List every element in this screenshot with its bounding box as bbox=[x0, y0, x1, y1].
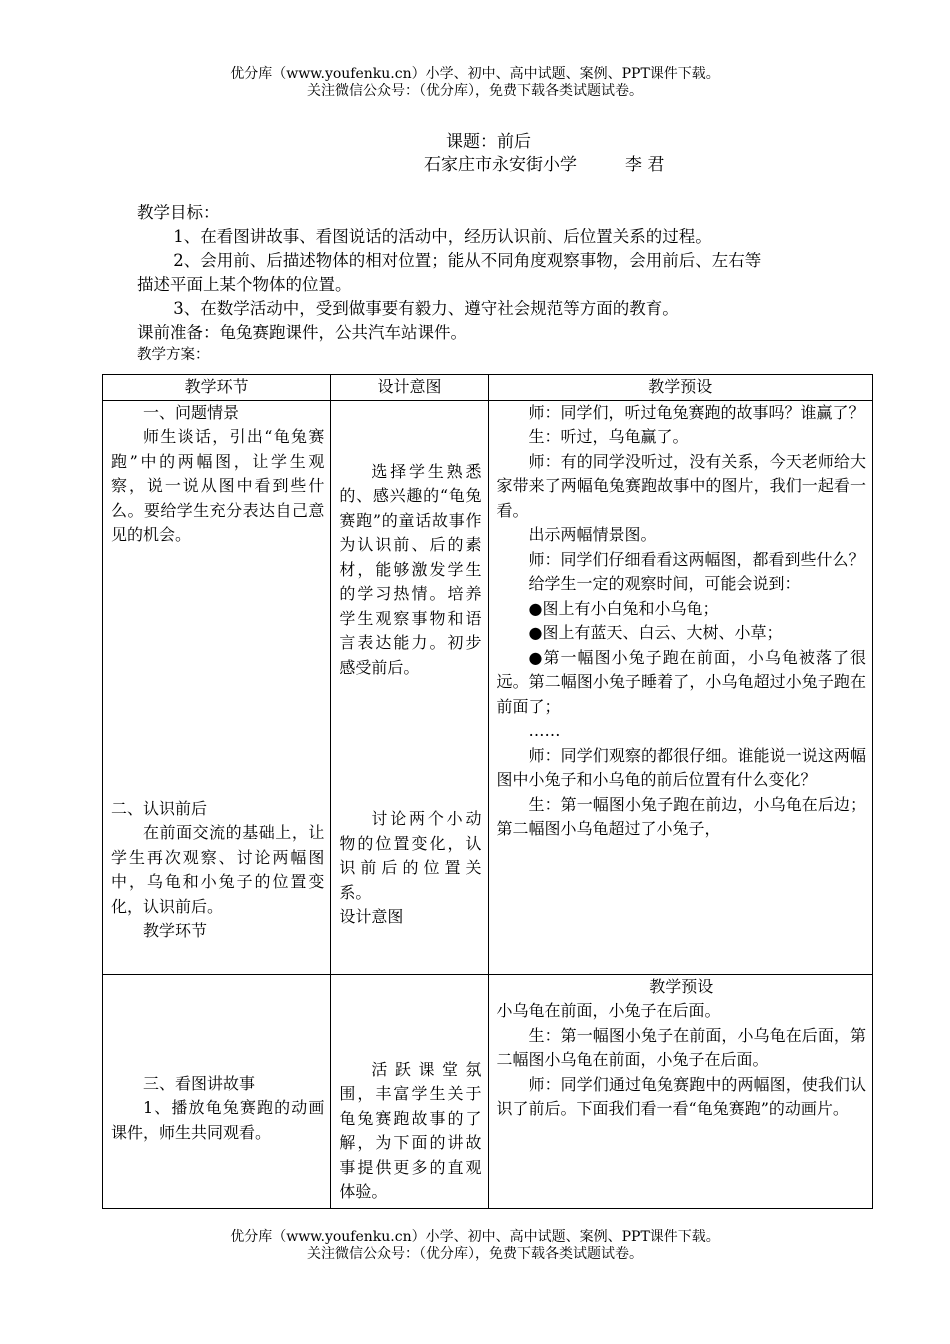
show-images-line: 出示两幅情景图。 bbox=[528, 525, 657, 544]
bullet-1: ●图上有小白兔和小乌龟； bbox=[528, 598, 719, 618]
row1-stage-cell bbox=[103, 400, 331, 974]
row2-stage-cell bbox=[103, 974, 331, 1208]
goal-3: 3、在数学活动中，受到做事要有毅力、遵守社会规范等方面的教育。 bbox=[173, 299, 679, 318]
author-line bbox=[424, 150, 664, 175]
ellipsis: …… bbox=[528, 721, 561, 740]
table-row bbox=[103, 974, 873, 1208]
intent-text-2: 讨论两个小动物的位置变化，认识前后的位置关系。 bbox=[339, 809, 482, 902]
row2-intent-cell bbox=[331, 974, 488, 1208]
table-header-row bbox=[103, 375, 873, 401]
observation-note: 给学生一定的观察时间，可能会说到： bbox=[528, 574, 801, 593]
goal-1: 1、在看图讲故事、看图说话的活动中，经历认识前、后位置关系的过程。 bbox=[173, 227, 712, 246]
prep-line: 课前准备：龟兔赛跑课件，公共汽车站课件。 bbox=[137, 323, 467, 342]
page-header bbox=[0, 66, 950, 100]
section-3-title: 三、看图讲故事 bbox=[143, 1073, 256, 1093]
lesson-intro bbox=[137, 201, 865, 365]
stage-footer-label: 教学环节 bbox=[143, 921, 208, 940]
goal-2a: 2、会用前、后描述物体的相对位置；能从不同角度观察事物，会用前后、左右等 bbox=[173, 251, 762, 270]
header-line-1: 优分库（www.youfenku.cn）小学、初中、高中试题、案例、PPT课件下载。 bbox=[230, 66, 720, 82]
header-preset: 教学预设 bbox=[488, 375, 872, 401]
dialog-student-2: 生：第一幅图小兔子跑在前边，小乌龟在后边；第二幅图小乌龟超过了小兔子， bbox=[496, 794, 866, 838]
section-3-text: 1、播放龟兔赛跑的动画课件，师生共同观看。 bbox=[111, 1098, 325, 1142]
section-1-title: 一、问题情景 bbox=[143, 402, 240, 422]
row1-intent-cell bbox=[331, 400, 488, 974]
lesson-plan-table bbox=[102, 374, 873, 1209]
dialog-student-1: 生：听过，乌龟赢了。 bbox=[528, 427, 689, 446]
preset-repeat-header: 教学预设 bbox=[649, 976, 714, 996]
section-1-text: 师生谈话，引出“龟兔赛跑”中的两幅图，让学生观察，说一说从图中看到些什么。要给学生充分表达自己意见的机会。 bbox=[111, 427, 325, 544]
lesson-title: 课题：前后 bbox=[446, 132, 531, 152]
section-2-text: 在前面交流的基础上，让学生再次观察、讨论两幅图中，乌龟和小兔子的位置变化，认识前后。 bbox=[111, 823, 325, 916]
dialog-teacher-5: 师：同学们通过龟兔赛跑中的两幅图，使我们认识了前后。下面我们看一看“龟兔赛跑”的动画片。 bbox=[496, 1074, 866, 1118]
header-intent: 设计意图 bbox=[331, 375, 488, 401]
goals-heading: 教学目标： bbox=[137, 203, 220, 222]
plan-heading: 教学方案： bbox=[137, 347, 210, 363]
bullet-3: ●第一幅图小兔子跑在前面，小乌龟被落了很远。第二幅图小兔子睡着了，小乌龟超过小兔子跑在前面了； bbox=[496, 647, 866, 716]
intent-text-1: 选择学生熟悉的、感兴趣的“龟兔赛跑”的童话故事作为认识前、后的素材，能够激发学生的学习热情。培养学生观察事物和语言表达能力。初步感受前后。 bbox=[339, 461, 482, 677]
row1-preset-cell bbox=[488, 400, 872, 974]
intent-text-3: 活跃课堂氛围，丰富学生关于龟兔赛跑故事的了解，为下面的讲故事提供更多的直观体验。 bbox=[339, 1059, 482, 1201]
continued-answer: 小乌龟在前面，小兔子在后面。 bbox=[496, 1001, 721, 1020]
dialog-teacher-3: 师：同学们仔细看看这两幅图，都看到些什么？ bbox=[528, 549, 865, 569]
page-footer bbox=[0, 1229, 950, 1263]
header-line-2: 关注微信公众号：（优分库），免费下载各类试题试卷。 bbox=[307, 83, 643, 99]
footer-line-2: 关注微信公众号：（优分库），免费下载各类试题试卷。 bbox=[307, 1246, 643, 1262]
goal-2b: 描述平面上某个物体的位置。 bbox=[137, 275, 352, 294]
footer-line-1: 优分库（www.youfenku.cn）小学、初中、高中试题、案例、PPT课件下载。 bbox=[230, 1229, 720, 1245]
header-stage: 教学环节 bbox=[103, 375, 331, 401]
row2-preset-cell bbox=[488, 974, 872, 1208]
table-row bbox=[103, 400, 873, 974]
dialog-teacher-1: 师：同学们，听过龟兔赛跑的故事吗？谁赢了？ bbox=[528, 402, 865, 422]
dialog-student-3: 生：第一幅图小兔子在前面，小乌龟在后面，第二幅图小乌龟在前面，小兔子在后面。 bbox=[496, 1025, 866, 1069]
intent-footer-label: 设计意图 bbox=[339, 907, 404, 926]
school-name: 石家庄市永安街小学 bbox=[424, 155, 577, 175]
bullet-2: ●图上有蓝天、白云、大树、小草； bbox=[528, 623, 783, 642]
section-2-title: 二、认识前后 bbox=[111, 798, 208, 818]
dialog-teacher-2: 师：有的同学没听过，没有关系，今天老师给大家带来了两幅龟兔赛跑故事中的图片，我们一起看一看。 bbox=[496, 451, 866, 520]
dialog-teacher-4: 师：同学们观察的都很仔细。谁能说一说这两幅图中小兔子和小乌龟的前后位置有什么变化？ bbox=[496, 745, 866, 789]
teacher-name: 李 君 bbox=[625, 155, 665, 175]
